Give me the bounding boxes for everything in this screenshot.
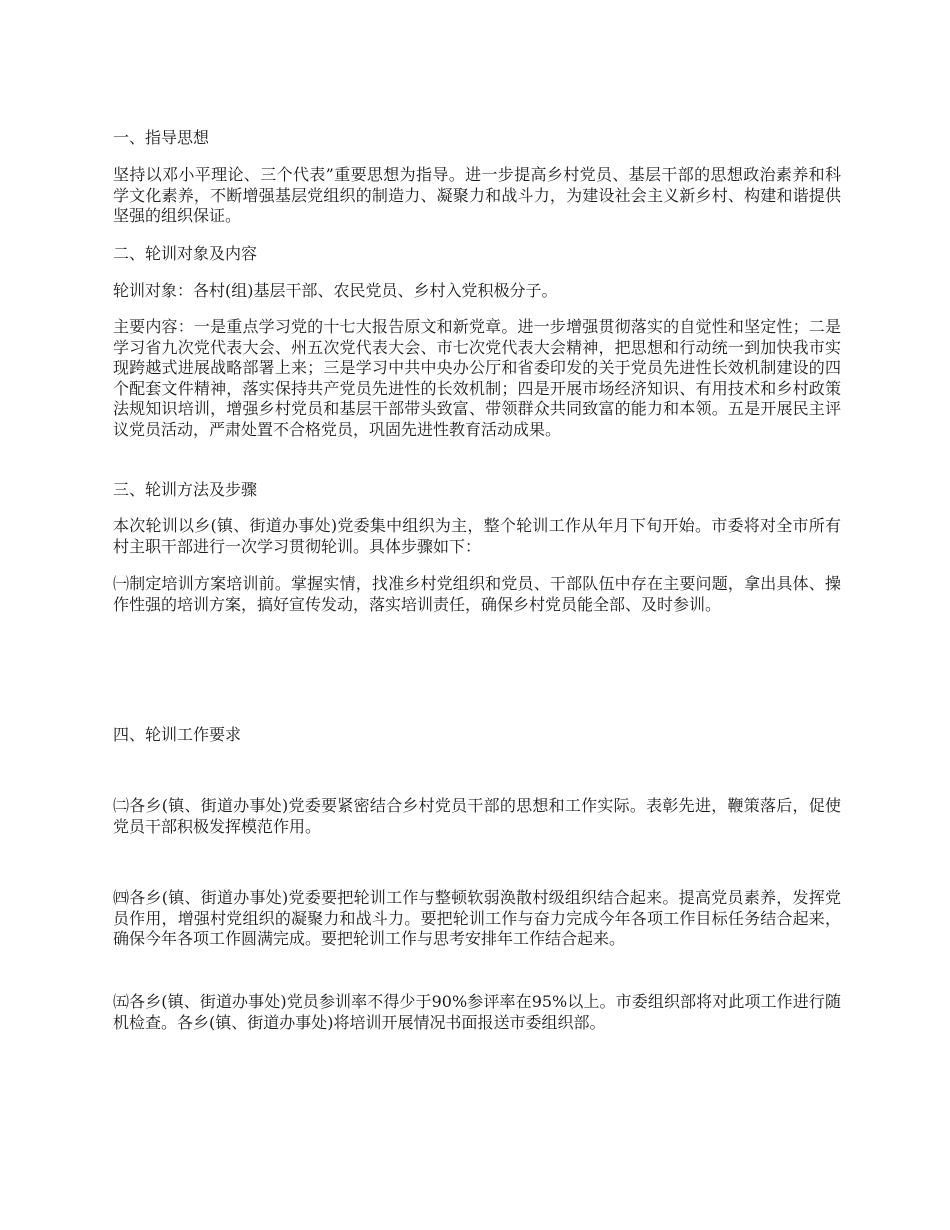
- section-1-heading: 一、指导思想: [113, 128, 210, 147]
- section-4-item-5-paragraph: ㈤各乡(镇、街道办事处)党员参训率不得少于90%参评率在95%以上。市委组织部将对此项工作进行随机检查。各乡(镇、街道办事处)将培训开展情况书面报送市委组织部。: [113, 992, 841, 1032]
- section-1-paragraph: 坚持以邓小平理论、三个代表”重要思想为指导。进一步提高乡村党员、基层干部的思想政治素养和科学文化素养，不断增强基层党组织的制造力、凝聚力和战斗力，为建设社会主义新乡村、构建和谐提供坚强的组织保证。: [113, 165, 841, 225]
- section-2-targets-paragraph: 轮训对象：各村(组)基层干部、农民党员、乡村入党积极分子。: [113, 281, 558, 300]
- section-4-item-2-paragraph: ㈡各乡(镇、街道办事处)党委要紧密结合乡村党员干部的思想和工作实际。表彰先进，鞭策落后，促使党员干部积极发挥模范作用。: [113, 796, 841, 836]
- section-2-heading: 二、轮训对象及内容: [113, 244, 258, 263]
- section-4-heading: 四、轮训工作要求: [113, 725, 242, 744]
- section-3-heading: 三、轮训方法及步骤: [113, 480, 258, 499]
- section-3-method-paragraph: 本次轮训以乡(镇、街道办事处)党委集中组织为主，整个轮训工作从年月下旬开始。市委将对全市所有村主职干部进行一次学习贯彻轮训。具体步骤如下：: [113, 516, 841, 556]
- section-4-item-4-paragraph: ㈣各乡(镇、街道办事处)党委要把轮训工作与整顿软弱涣散村级组织结合起来。提高党员素养，发挥党员作用，增强村党组织的凝聚力和战斗力。要把轮训工作与奋力完成今年各项工作目标任务结合起来，确保今年各项工作圆满完成。要把轮训工作与思考安排年工作结合起来。: [113, 888, 841, 948]
- section-3-step-1-paragraph: ㈠制定培训方案培训前。掌握实情，找准乡村党组织和党员、干部队伍中存在主要问题，拿出具体、操作性强的培训方案，搞好宣传发动，落实培训责任，确保乡村党员能全部、及时参训。: [113, 574, 841, 614]
- section-2-content-paragraph: 主要内容：一是重点学习党的十七大报告原文和新党章。进一步增强贯彻落实的自觉性和坚定性；二是学习省九次党代表大会、州五次党代表大会、市七次党代表大会精神，把思想和行动统一到加快我市实现跨越式进展战略部署上来；三是学习中共中央办公厅和省委印发的关于党员先进性长效机制建设的四个配套文件精神，落实保持共产党员先进性的长效机制；四是开展市场经济知识、有用技术和乡村政策法规知识培训，增强乡村党员和基层干部带头致富、带领群众共同致富的能力和本领。五是开展民主评议党员活动，严肃处置不合格党员，巩固先进性教育活动成果。: [113, 317, 841, 439]
